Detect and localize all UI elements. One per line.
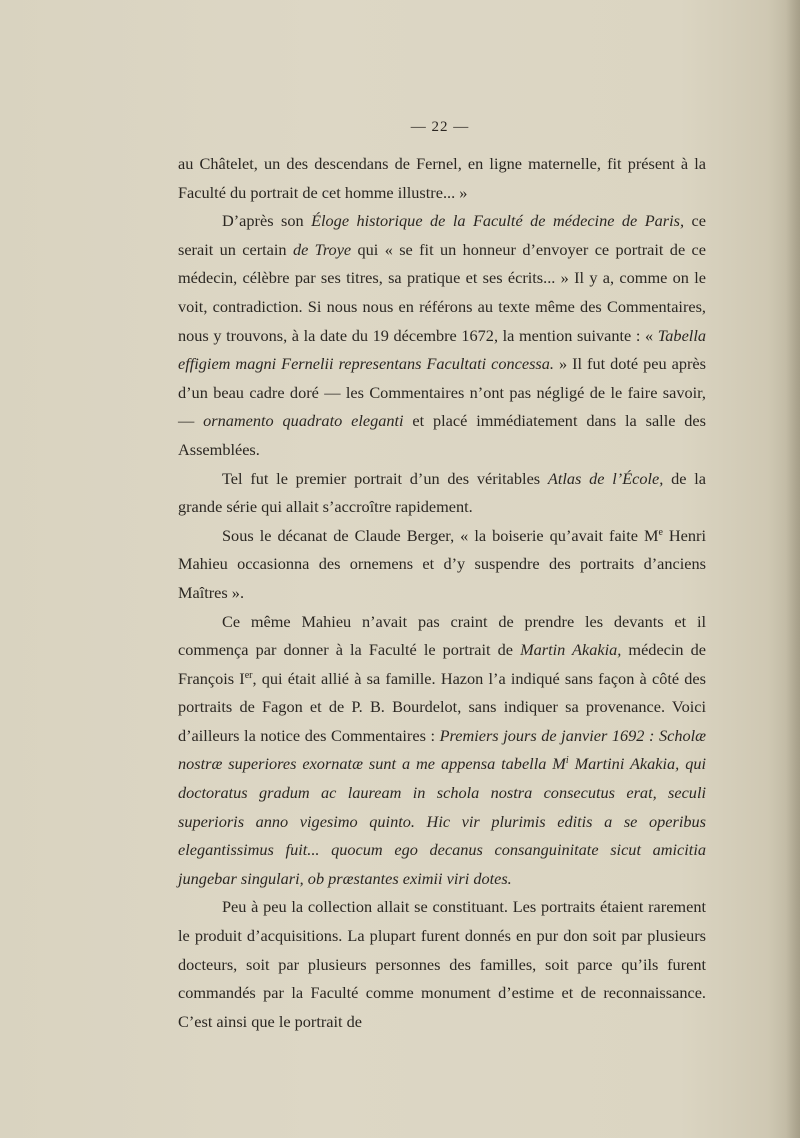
- paragraph-2: [178, 207, 706, 464]
- superscript: er: [244, 669, 253, 681]
- text-run: et placé immédiatement dans la salle des Assemblées.: [178, 411, 706, 459]
- text-run: Ce même Mahieu n’avait pas craint de prendre les devants et il commença par donner à la Faculté le portrait de: [178, 611, 706, 660]
- page-number: — 22 —: [410, 119, 470, 135]
- italic-run: Tabella effigiem magni Fernelii representans Facultati concessa.: [178, 325, 706, 374]
- paragraph-6: [178, 893, 706, 1036]
- text-run: ce serait un certain: [178, 211, 706, 259]
- body-text: [178, 150, 706, 1036]
- italic-run: de Troye: [292, 239, 352, 259]
- text-run: de la grande série qui allait s’accroître rapidement.: [178, 468, 706, 517]
- italic-run: ornamento quadrato eleganti: [203, 411, 404, 431]
- paragraph-4: [178, 522, 706, 608]
- page-edge-shadow: [786, 0, 800, 1138]
- text-run: au Châtelet, un des descendans de Fernel, en ligne maternelle, fit présent à la Faculté du portrait de cet homme illustre... »: [178, 154, 706, 202]
- paragraph-5: [178, 608, 706, 894]
- italic-run: i: [565, 755, 569, 767]
- text-run: D’après son: [222, 211, 312, 231]
- text-run: Sous le décanat de Claude Berger, « la boiserie qu’avait faite M: [222, 525, 659, 545]
- text-run: médecin de François I: [178, 640, 706, 688]
- text-run: Tel fut le premier portrait d’un des véritables: [222, 468, 548, 488]
- text-run: qui « se fit un honneur d’envoyer ce portrait de ce médecin, célèbre par ses titres, sa pratique et ses écrits... » Il y a, comme on le voit, contradiction. Si nous nous en référons au texte même des Commentaires, nous y trouvons, à la date du 19 décembre 1672, la mention suivante : «: [178, 239, 706, 345]
- italic-run: Premiers jours de janvier 1692 : Scholæ nostræ superiores exornatæ sunt a me appensa tabella M: [178, 725, 706, 774]
- text-run: Peu à peu la collection allait se constituant. Les portraits étaient rarement le produit d’acquisitions. La plupart furent donnés en pur don soit par plusieurs docteurs, soit par plusieurs personnes des familles, soit parce qu’ils furent commandés par la Faculté comme monument d’estime et de reconnaissance. C’est ainsi que le portrait de: [178, 897, 706, 1031]
- paragraph-3: [178, 465, 706, 522]
- text-run: Henri Mahieu occasionna des ornemens et d’y suspendre des portraits d’anciens Maîtres ».: [178, 525, 706, 602]
- text-run: , qui était allié à sa famille. Hazon l’a indiqué sans façon à côté des portraits de Fagon et de P. B. Bourdelot, sans indiquer sa provenance. Voici d’ailleurs la notice des Commentaires :: [178, 668, 706, 745]
- superscript: e: [658, 526, 663, 538]
- text-run: » Il fut doté peu après d’un beau cadre doré — les Commentaires n’ont pas négligé de le faire savoir, —: [178, 354, 706, 431]
- italic-run: Atlas de l’École,: [547, 468, 664, 488]
- paragraph-1: [178, 150, 706, 207]
- italic-run: Martini Akakia, qui doctoratus gradum ac lauream in schola nostra consecutus erat, seculi superioris anno vigesimo quinto. Hic vir plurimis editis a se operibus elegantissimus fuit... quocum ego decanus consanguinitate sicut amicitia jungebar singulari, ob præstantes eximii viri dotes.: [178, 754, 706, 888]
- italic-run: Martin Akakia,: [520, 640, 622, 660]
- italic-run: Éloge historique de la Faculté de médecine de Paris,: [311, 211, 685, 231]
